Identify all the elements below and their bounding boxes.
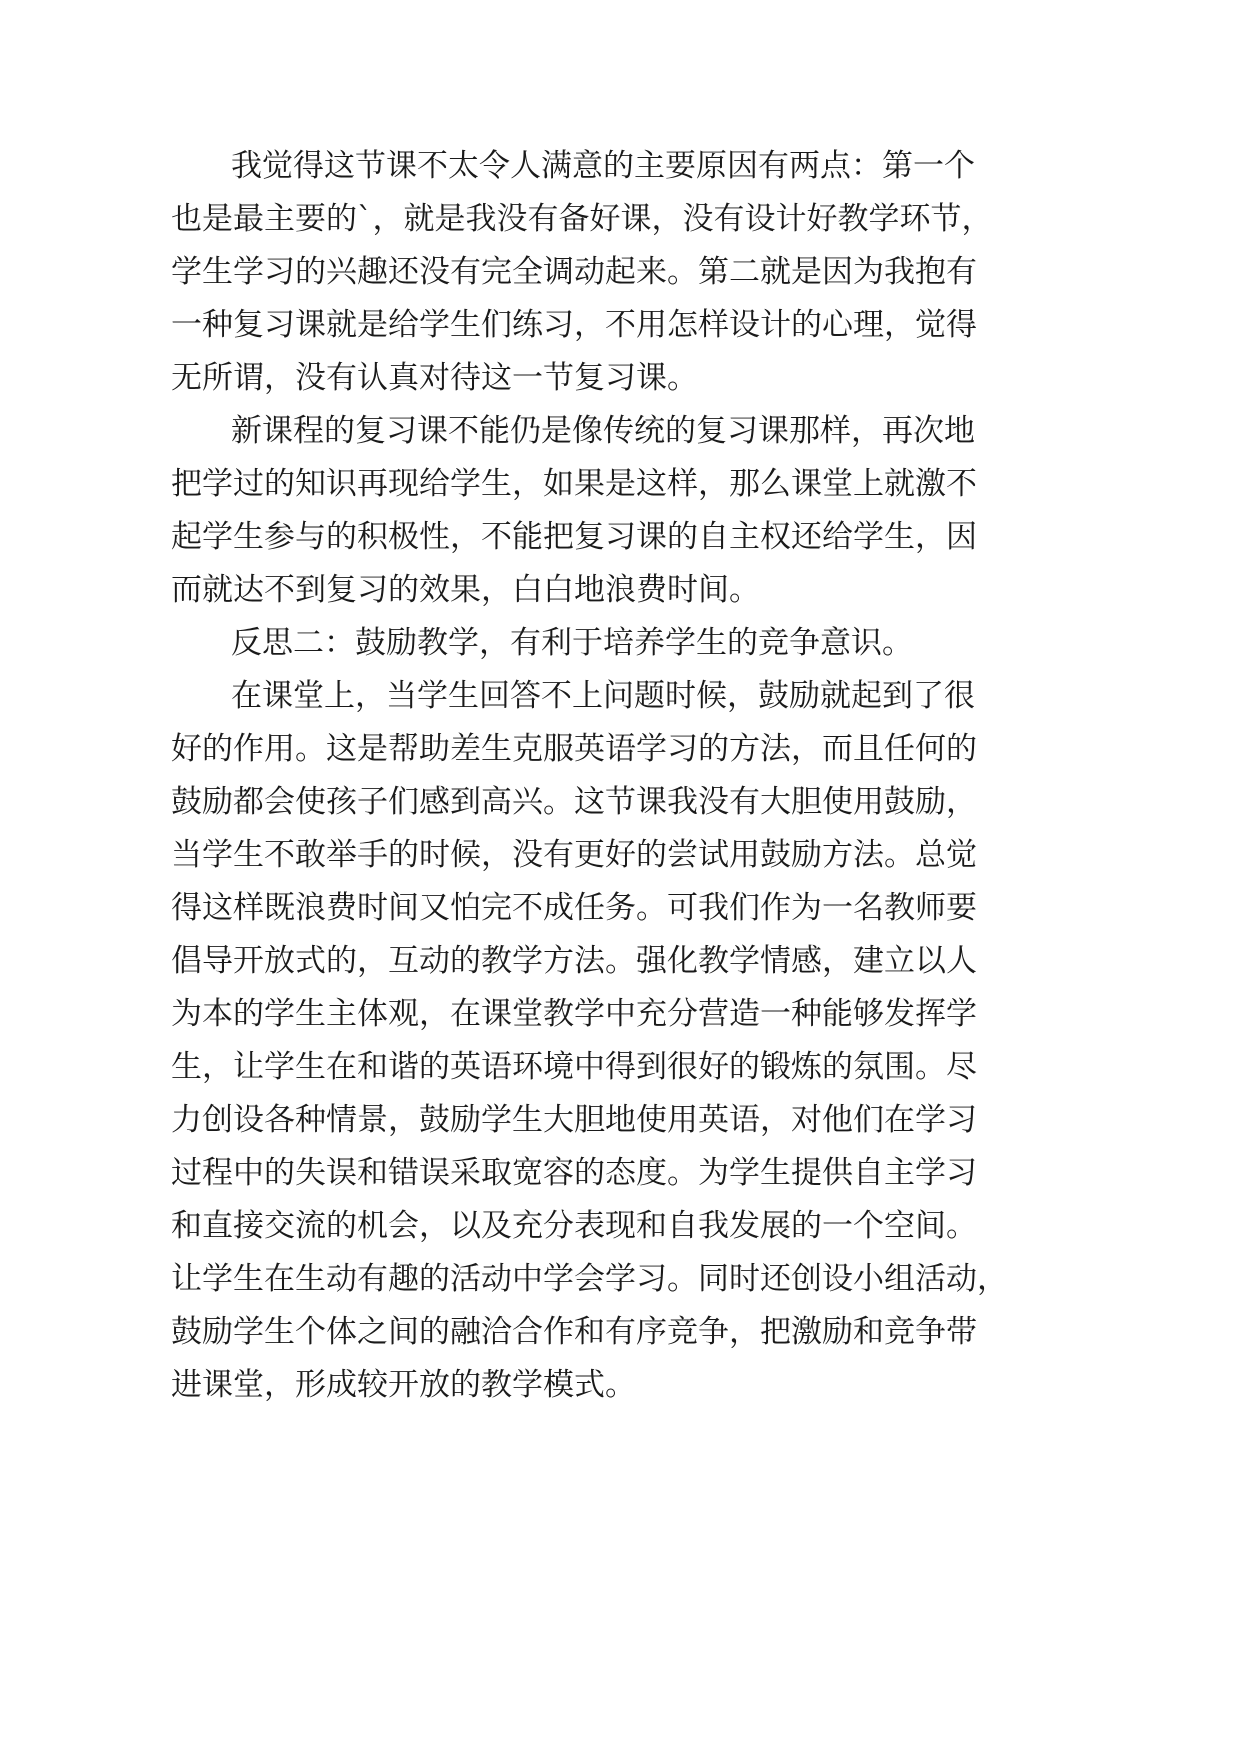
text-line: 而就达不到复习的效果，白白地浪费时间。 <box>171 572 760 608</box>
text-line: 进课堂，形成较开放的教学模式。 <box>171 1367 636 1403</box>
text-line: 把学过的知识再现给学生，如果是这样，那么课堂上就激不 <box>171 466 977 502</box>
text-line: 过程中的失误和错误采取宽容的态度。为学生提供自主学习 <box>171 1155 977 1191</box>
text-line: 让学生在生动有趣的活动中学会学习。同时还创设小组活动， <box>171 1261 1008 1297</box>
text-line: 为本的学生主体观，在课堂教学中充分营造一种能够发挥学 <box>171 996 977 1032</box>
text-line: 倡导开放式的，互动的教学方法。强化教学情感，建立以人 <box>171 943 977 979</box>
text-line: 新课程的复习课不能仍是像传统的复习课那样，再次地 <box>231 413 975 449</box>
text-line: 好的作用。这是帮助差生克服英语学习的方法，而且任何的 <box>171 731 977 767</box>
text-line: 得这样既浪费时间又怕完不成任务。可我们作为一名教师要 <box>171 890 977 926</box>
text-line: 起学生参与的积极性，不能把复习课的自主权还给学生，因 <box>171 519 977 555</box>
text-line: 在课堂上，当学生回答不上问题时候，鼓励就起到了很 <box>231 678 975 714</box>
section-heading: 反思二：鼓励教学，有利于培养学生的竞争意识。 <box>231 625 913 661</box>
text-line: 学生学习的兴趣还没有完全调动起来。第二就是因为我抱有 <box>171 254 977 290</box>
text-line: 一种复习课就是给学生们练习，不用怎样设计的心理，觉得 <box>171 307 977 343</box>
text-line: 和直接交流的机会，以及充分表现和自我发展的一个空间。 <box>171 1208 977 1244</box>
text-line: 也是最主要的`，就是我没有备好课，没有设计好教学环节， <box>171 201 993 237</box>
text-line: 当学生不敢举手的时候，没有更好的尝试用鼓励方法。总觉 <box>171 837 977 873</box>
text-line: 力创设各种情景，鼓励学生大胆地使用英语，对他们在学习 <box>171 1102 977 1138</box>
text-line: 鼓励都会使孩子们感到高兴。这节课我没有大胆使用鼓励， <box>171 784 977 820</box>
text-line: 鼓励学生个体之间的融洽合作和有序竞争，把激励和竞争带 <box>171 1314 977 1350</box>
text-line: 无所谓，没有认真对待这一节复习课。 <box>171 360 698 396</box>
text-line: 我觉得这节课不太令人满意的主要原因有两点：第一个 <box>231 148 975 184</box>
text-line: 生，让学生在和谐的英语环境中得到很好的锻炼的氛围。尽 <box>171 1049 977 1085</box>
